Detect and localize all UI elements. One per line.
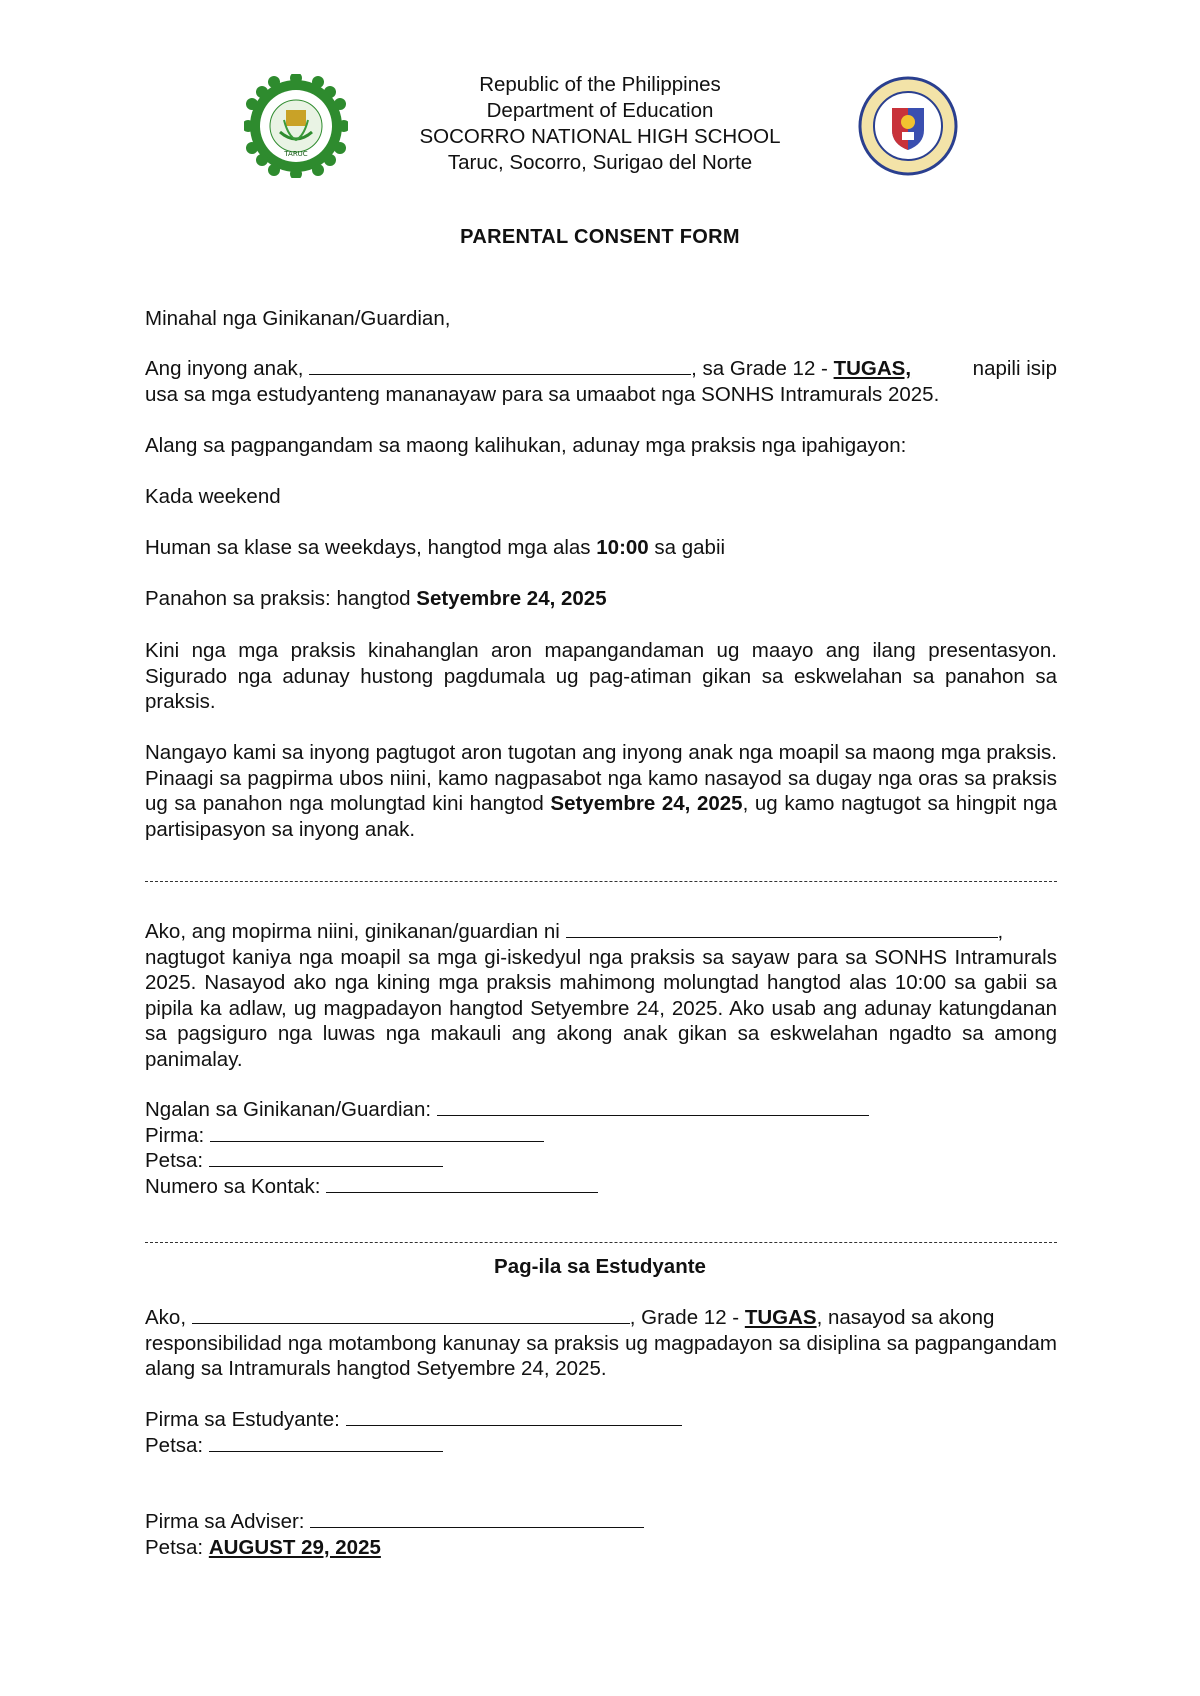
student-name-field[interactable] bbox=[192, 1305, 630, 1324]
intro-section: TUGAS, bbox=[833, 357, 912, 380]
student-ack-body: responsibilidad nga motambong kanunay sa praksis ug magpadayon sa disiplina sa pagpangandam alang sa Intramurals hangtod Setyembre 24, 2025. bbox=[145, 1331, 1057, 1380]
intro-grade: , sa Grade 12 - bbox=[691, 357, 828, 380]
parent-contact-field[interactable] bbox=[326, 1174, 598, 1193]
period-text: Panahon sa praksis: hangtod bbox=[145, 587, 411, 610]
form-title: PARENTAL CONSENT FORM bbox=[460, 226, 740, 248]
paragraph-supervision: Kini nga mga praksis kinahanglan aron mapangandaman ug maayo ang ilang presentasyon. Sigurado nga adunay hustong pagdumala ug pag-atiman gikan sa eskwelahan sa panahon sa praksis. bbox=[145, 639, 1057, 713]
letterhead-line-school: SOCORRO NATIONAL HIGH SCHOOL bbox=[419, 125, 781, 148]
adviser-sign-label: Pirma sa Adviser: bbox=[145, 1510, 305, 1533]
parent-name-field[interactable] bbox=[437, 1097, 869, 1116]
student-ako: Ako, bbox=[145, 1306, 187, 1329]
adviser-signature-block bbox=[145, 1509, 1057, 1560]
schedule-weekdays bbox=[145, 535, 1057, 561]
period-date: Setyembre 24, 2025 bbox=[416, 587, 607, 610]
parent-contact-label: Numero sa Kontak: bbox=[145, 1174, 321, 1198]
weekdays-suffix: sa gabii bbox=[654, 536, 726, 559]
school-seal-logo bbox=[244, 74, 348, 178]
student-name-blank[interactable] bbox=[309, 356, 691, 375]
student-date-field[interactable] bbox=[209, 1433, 443, 1452]
section-divider-2 bbox=[145, 1242, 1057, 1243]
consent-request-suffix: , ug kamo nagtugot sa hingpit nga partisipasyon sa inyong anak. bbox=[145, 792, 1057, 841]
schedule-period bbox=[145, 586, 1057, 612]
student-section-name: TUGAS bbox=[744, 1306, 817, 1329]
deped-seal-logo bbox=[856, 74, 960, 178]
student-signature-field[interactable] bbox=[346, 1407, 682, 1426]
student-date-label: Petsa: bbox=[145, 1433, 204, 1457]
letterhead-line-republic: Republic of the Philippines bbox=[479, 73, 721, 96]
greeting: Minahal nga Ginikanan/Guardian, bbox=[145, 307, 451, 330]
student-sign-label: Pirma sa Estudyante: bbox=[145, 1408, 340, 1431]
parent-consent-statement: Ako, ang mopirma niini, ginikanan/guardian ni , nagtugot kaniya nga moapil sa mga gi-iskedyul nga praksis sa sayaw para sa SONHS Intramurals 2025. Nasayod ako nga kining mga praksis mahimong molungtad hangtod alas 10:00 sa gabii sa pipila ka adlaw, ug magpadayon hangtod Setyembre 24, 2025. Ako usab ang adunay katungdanan sa pagsiguro nga luwas nga makauli ang akong anak gikan sa eskwelahan ngadto sa among panimalay. bbox=[145, 920, 1057, 1071]
letterhead-text bbox=[370, 72, 830, 176]
child-name-blank[interactable] bbox=[566, 919, 998, 938]
student-ack-suffix: , nasayod sa akong bbox=[816, 1306, 995, 1329]
weekdays-time: 10:00 bbox=[596, 536, 649, 559]
parent-signature-block bbox=[145, 1097, 1057, 1199]
letterhead-header bbox=[0, 70, 1200, 180]
adviser-date-label: Petsa: bbox=[145, 1535, 204, 1559]
intro-suffix: napili isip bbox=[972, 357, 1057, 380]
intro-line-2: usa sa mga estudyanteng mananayaw para sa umaabot nga SONHS Intramurals 2025. bbox=[145, 382, 940, 406]
consent-request-date: Setyembre 24, 2025 bbox=[550, 792, 743, 815]
paragraph-consent-request bbox=[145, 740, 1057, 842]
student-acknowledgement bbox=[145, 1305, 1057, 1382]
letterhead-line-department: Department of Education bbox=[486, 99, 714, 122]
adviser-signature-field[interactable] bbox=[310, 1509, 644, 1528]
parent-name-label: Ngalan sa Ginikanan/Guardian: bbox=[145, 1098, 432, 1121]
parent-date-label: Petsa: bbox=[145, 1149, 204, 1172]
intro-prefix: Ang inyong anak, bbox=[145, 357, 304, 380]
parent-signature-field[interactable] bbox=[210, 1123, 544, 1142]
parent-date-field[interactable] bbox=[209, 1148, 443, 1167]
paragraph-intro bbox=[145, 356, 1057, 407]
adviser-date-value: AUGUST 29, 2025 bbox=[208, 1535, 381, 1559]
schedule-weekend: Kada weekend bbox=[145, 485, 281, 508]
school-seal-subtext: TARUC bbox=[284, 150, 308, 158]
parent-sign-label: Pirma: bbox=[145, 1123, 205, 1147]
student-section-heading: Pag-ila sa Estudyante bbox=[494, 1255, 706, 1278]
section-divider bbox=[145, 881, 1057, 882]
parent-statement-body: nagtugot kaniya nga moapil sa mga gi-iskedyul nga praksis sa sayaw para sa SONHS Intramurals 2025. Nasayod ako nga kining mga praksis mahimong molungtad hangtod alas 10:00 sa gabii sa pipila ka adlaw, ug magpadayon hangtod Setyembre 24, 2025. Ako usab ang adunay katungdanan sa pagsiguro nga luwas nga makauli ang akong anak gikan sa eskwelahan ngadto sa among panimalay. bbox=[145, 945, 1057, 1071]
student-signature-block bbox=[145, 1407, 1057, 1458]
parent-statement-prefix: Ako, ang mopirma niini, ginikanan/guardian ni bbox=[145, 920, 560, 943]
paragraph-preparation: Alang sa pagpangandam sa maong kalihukan, adunay mga praksis nga ipahigayon: bbox=[145, 434, 907, 457]
student-grade: , Grade 12 - bbox=[629, 1306, 740, 1329]
consent-request-text: Nangayo kami sa inyong pagtugot aron tugotan ang inyong anak nga moapil sa maong mga praksis. Pinaagi sa pagpirma ubos niini, kamo nagpasabot nga kamo nasayod sa dugay nga oras sa praksis ug sa panahon nga molungtad kini hangtod bbox=[145, 741, 1057, 815]
letterhead-line-address: Taruc, Socorro, Surigao del Norte bbox=[447, 151, 753, 174]
weekdays-text: Human sa klase sa weekdays, hangtod mga alas bbox=[145, 536, 591, 559]
